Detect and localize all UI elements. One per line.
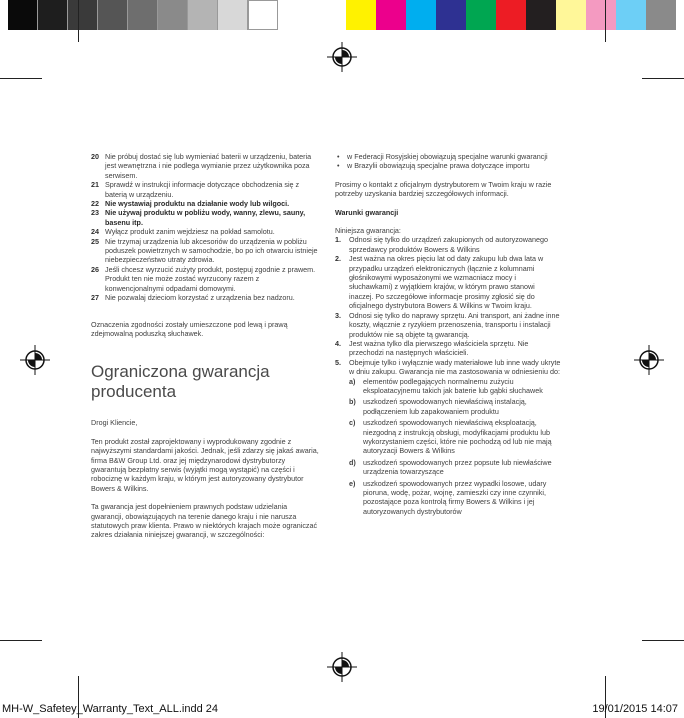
registration-mark-right — [634, 345, 664, 375]
warranty-conditions-intro: Niniejsza gwarancja: — [335, 226, 401, 236]
item-number: 22 — [91, 199, 99, 209]
exclusion-item — [349, 418, 561, 456]
color-swatch — [616, 0, 646, 30]
term-number: 5. — [335, 357, 341, 367]
term-text: Odnosi się tylko do naprawy sprzętu. Ani transport, ani żadne inne koszty, włącznie z ryzykiem przenoszenia, transportu i instalacji produktów nie są objęte tą gwarancją. — [349, 310, 560, 339]
gray-swatch — [248, 0, 278, 30]
color-swatch — [466, 0, 496, 30]
item-text: Sprawdź w instrukcji informacje dotyczące obchodzenia się z baterią w urządzeniu. — [105, 180, 300, 199]
right-column — [335, 152, 561, 518]
exclusion-text: uszkodzeń spowodowanych przez wypadki losowe, udary pioruna, wodę, pożar, wojnę, zamieszki czy inne czynniki, pozostające poza kontrolą firmy Bowers & Wilkins i jej autoryzowanych dystrybutorów — [363, 478, 547, 516]
item-number: 24 — [91, 227, 99, 237]
color-swatch — [496, 0, 526, 30]
gray-swatch — [218, 0, 248, 30]
item-number: 26 — [91, 264, 99, 274]
term-text: Odnosi się tylko do urządzeń zakupionych od autoryzowanego sprzedawcy produktów Bowers & Wilkins — [349, 235, 548, 254]
bullet-item — [335, 152, 561, 161]
gray-swatch — [38, 0, 68, 30]
safety-item — [91, 180, 319, 199]
safety-item — [91, 199, 319, 208]
safety-item — [91, 227, 319, 236]
gray-swatch — [68, 0, 98, 30]
color-swatch — [346, 0, 376, 30]
color-swatch — [436, 0, 466, 30]
term-number: 2. — [335, 254, 341, 264]
exclusion-letter: e) — [349, 478, 356, 488]
warranty-title: Ograniczona gwarancja producenta — [91, 362, 270, 402]
warranty-term — [335, 358, 561, 377]
color-swatch — [556, 0, 586, 30]
safety-item — [91, 265, 319, 293]
warranty-exclusions-list — [335, 377, 561, 517]
item-number: 27 — [91, 293, 99, 303]
warranty-legal-paragraph: Ta gwarancja jest dopełnieniem prawnych podstaw udzielania gwarancji, obowiązujących na terenie danego kraju i nie narusza statutowych praw klienta. Prawo w niektórych krajach może ograniczać zakres działania niniejszej gwarancji, w szczególności: — [91, 502, 318, 540]
exclusion-letter: d) — [349, 457, 356, 467]
exclusion-letter: a) — [349, 376, 356, 386]
country-bullets — [335, 152, 561, 171]
warranty-term — [335, 311, 561, 339]
gray-swatch — [188, 0, 218, 30]
term-text: Jest ważna na okres pięciu lat od daty zakupu lub dwa lata w przypadku urządzeń elektronicznych (łącznie z kolumnami głośnikowymi wyposażonymi we wzmacniacz mocy i słuchawkami) z wyjątkiem krajów, w którym prawo stanowi inaczej. Po szczegółowe informacje prosimy zgłosić się do oficjalnego dystrybutora Bowers & Wilkins w Twoim kraju. — [349, 254, 544, 311]
exclusion-text: uszkodzeń spowodowanych niewłaściwą instalacją, podłączeniem lub zapakowaniem produktu — [363, 397, 527, 416]
exclusion-text: uszkodzeń spowodowanych niewłaściwą eksploatacją, niezgodną z instrukcją obsługi, modyfikacjami produktu lub wykorzystaniem części, które nie pochodzą od lub nie mają autoryzacji Bowers & Wilkins — [363, 418, 552, 456]
item-text: Nie próbuj dostać się lub wymieniać baterii w urządzeniu, bateria jest wewnętrzna i nie podlega wymianie przez użytkownika poza serwisem. — [105, 152, 312, 180]
warranty-term — [335, 254, 561, 310]
warranty-term — [335, 235, 561, 254]
color-swatch — [406, 0, 436, 30]
exclusion-letter: c) — [349, 418, 356, 428]
warranty-terms-list — [335, 235, 561, 376]
left-column — [91, 152, 319, 540]
item-text: Nie pozwalaj dzieciom korzystać z urządzenia bez nadzoru. — [105, 293, 295, 303]
color-swatch — [646, 0, 676, 30]
exclusion-text: elementów podlegających normalnemu zużyciu eksploatacyjnemu takich jak baterie lub gąbki słuchawek — [363, 376, 543, 395]
footer-filename: MH-W_Safetey_Warranty_Text_ALL.indd 24 — [2, 703, 219, 715]
gray-swatch — [98, 0, 128, 30]
color-swatch — [586, 0, 616, 30]
term-number: 4. — [335, 338, 341, 348]
gray-swatch — [128, 0, 158, 30]
registration-mark-left — [20, 345, 50, 375]
greeting: Drogi Kliencie, — [91, 418, 138, 428]
safety-item — [91, 237, 319, 265]
item-text: Nie trzymaj urządzenia lub akcesoriów do urządzenia w pobliżu poduszek powietrznych w samochodzie, bo po ich otwarciu istnieje niebezpieczeństwo utraty zdrowia. — [105, 236, 318, 265]
footer-datetime: 19/01/2015 14:07 — [592, 703, 678, 715]
item-number: 23 — [91, 208, 99, 218]
exclusion-letter: b) — [349, 397, 356, 407]
registration-mark-top — [327, 42, 357, 72]
warranty-conditions-heading: Warunki gwarancji — [335, 207, 399, 217]
color-swatch — [376, 0, 406, 30]
warranty-intro-paragraph: Ten produkt został zaprojektowany i wyprodukowany zgodnie z najwyższymi standardami jakości. Jednak, jeśli zdarzy się jakaś awaria, firma B&W Group Ltd. oraz jej międzynarodowi dystrybutorzy gwarantują bezpłatny serwis (wyjątki mogą wystąpić) na części i robociznę w każdym kraju, w którym jest autoryzowany dystrybutor Bowers & Wilkins. — [91, 436, 319, 493]
term-text: Jest ważna tylko dla pierwszego właściciela sprzętu. Nie przechodzi na następnych właścicieli. — [349, 338, 529, 358]
term-text: Obejmuje tylko i wyłącznie wady materiałowe lub inne wady ukryte w dniu zakupu. Gwarancja nie ma zastosowania w odniesieniu do: — [349, 357, 561, 377]
safety-item — [91, 208, 319, 227]
bullet-icon: • — [337, 161, 340, 171]
exclusion-item — [349, 479, 561, 517]
item-text: Jeśli chcesz wyrzucić zużyty produkt, postępuj zgodnie z prawem. Produkt ten nie może zostać wyrzucony razem z konwencjonalnymi odpadami domowymi. — [105, 264, 316, 293]
exclusion-item — [349, 397, 561, 416]
bullet-text: w Brazylii obowiązują specjalne prawa dotyczące importu — [347, 161, 530, 171]
conformity-note: Oznaczenia zgodności zostały umieszczone pod lewą i prawą zdejmowalną poduszką słuchawek. — [91, 319, 288, 338]
bullet-item — [335, 161, 561, 170]
safety-list — [91, 152, 319, 303]
exclusion-text: uszkodzeń spowodowanych przez popsute lub niewłaściwe urządzenia towarzyszące — [363, 457, 552, 477]
warranty-term — [335, 339, 561, 358]
item-text: Wyłącz produkt zanim wejdziesz na pokład samolotu. — [105, 227, 275, 237]
color-swatch — [526, 0, 556, 30]
gray-swatch — [158, 0, 188, 30]
item-text: Nie wystawiaj produktu na działanie wody lub wilgoci. — [105, 199, 290, 209]
bullet-text: w Federacji Rosyjskiej obowiązują specjalne warunki gwarancji — [347, 152, 548, 161]
gray-swatch — [8, 0, 38, 30]
exclusion-item — [349, 458, 561, 477]
registration-mark-bottom — [327, 652, 357, 682]
term-number: 3. — [335, 310, 341, 320]
contact-note: Prosimy o kontakt z oficjalnym dystrybutorem w Twoim kraju w razie potrzeby uzyskania bardziej szczegółowych informacji. — [335, 179, 552, 199]
safety-item — [91, 152, 319, 180]
safety-item — [91, 293, 319, 302]
item-text: Nie używaj produktu w pobliżu wody, wanny, zlewu, sauny, basenu itp. — [105, 208, 306, 227]
item-number: 21 — [91, 180, 99, 190]
item-number: 25 — [91, 236, 99, 246]
item-number: 20 — [91, 152, 99, 161]
term-number: 1. — [335, 235, 341, 245]
bullet-icon: • — [337, 152, 340, 161]
exclusion-item — [349, 377, 561, 396]
